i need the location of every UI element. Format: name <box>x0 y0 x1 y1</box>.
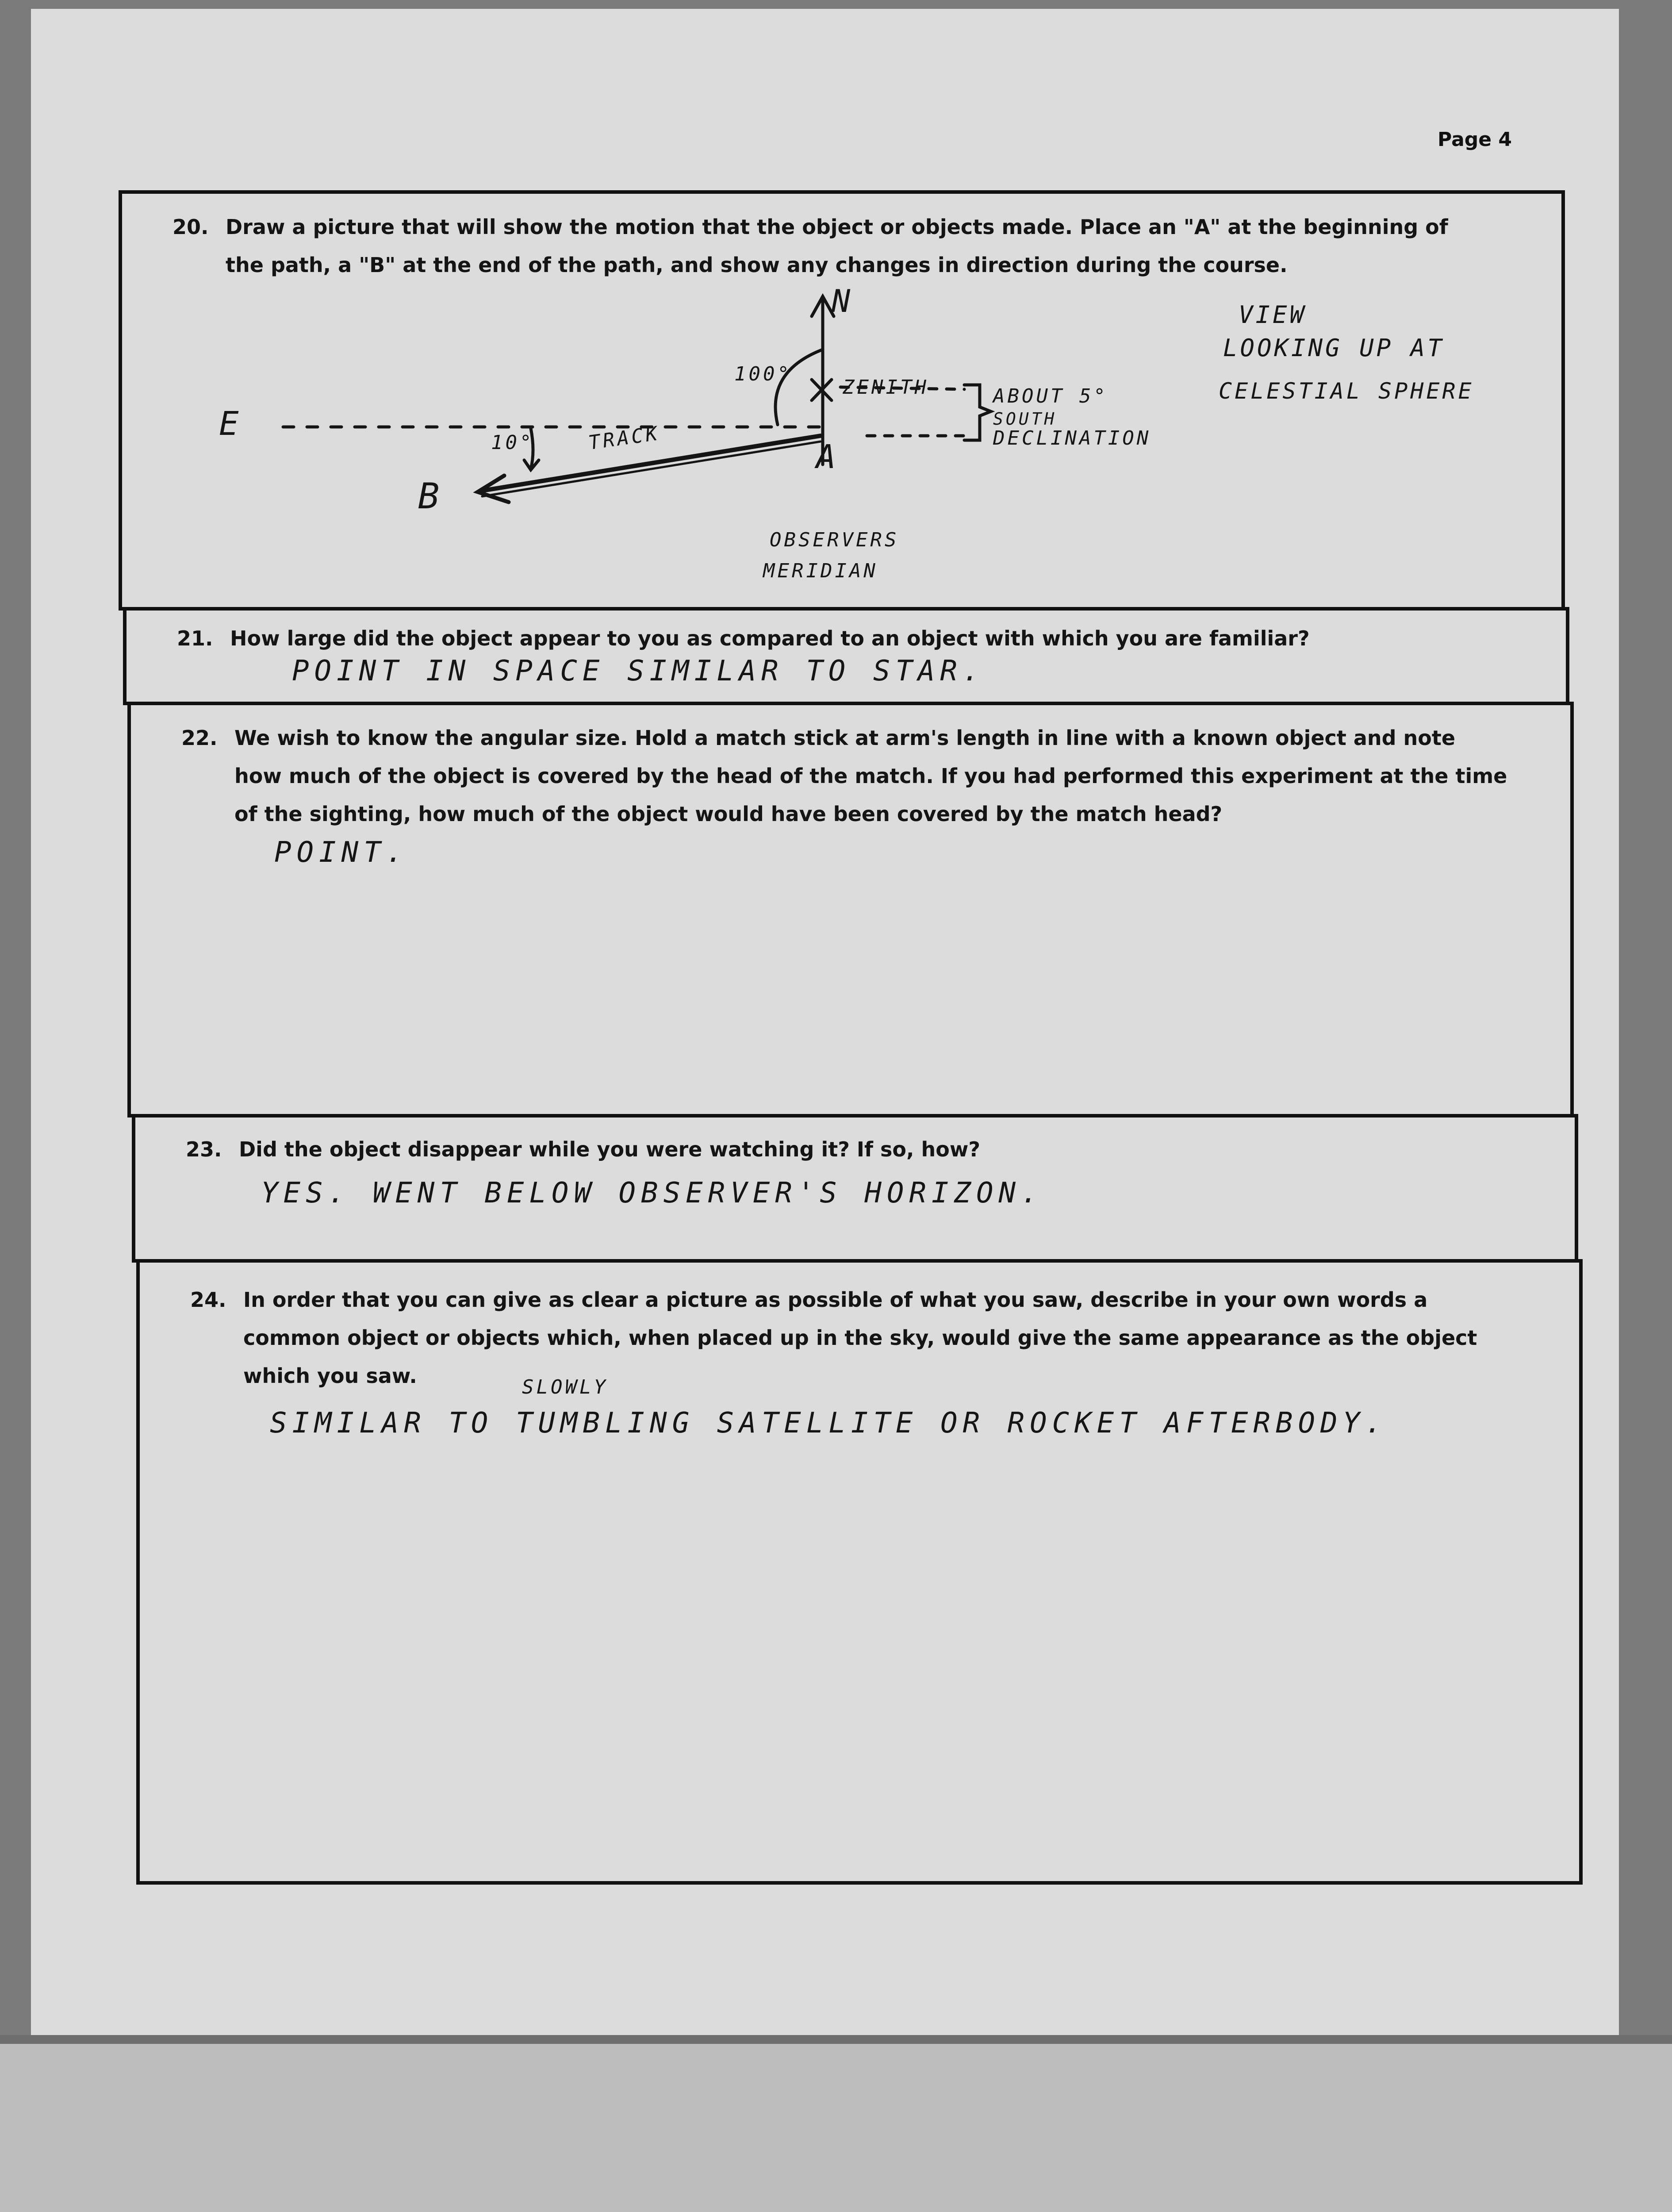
question-text: of the sighting, how much of the object would have been covered by the match head? <box>234 802 1223 826</box>
question-text: how much of the object is covered by the head of the match. If you had performed this experiment at the time <box>234 764 1507 788</box>
track-label: TRACK <box>587 422 662 455</box>
question-22 <box>181 719 1507 833</box>
angle-10-label: 10° <box>491 431 534 454</box>
question-24 <box>190 1281 1477 1395</box>
angle-100-arc <box>775 349 823 425</box>
declination-label: DECLINATION <box>993 427 1151 449</box>
question-23 <box>186 1130 980 1168</box>
question-number: 20. <box>173 215 209 239</box>
question-text: common object or objects which, when placed up in the sky, would give the same appearance as the object <box>243 1326 1477 1350</box>
point-b-label: B <box>418 476 445 517</box>
question-text: Did the object disappear while you were watching it? If so, how? <box>239 1137 981 1161</box>
meridian-label: MERIDIAN <box>763 560 878 582</box>
answer-22: POINT. <box>274 836 409 869</box>
question-text: the path, a "B" at the end of the path, and show any changes in direction during the course. <box>226 253 1288 277</box>
question-text: Draw a picture that will show the motion that the object or objects made. Place an "A" at the beginning of <box>226 215 1448 239</box>
east-label: E <box>219 405 244 443</box>
question-number: 23. <box>186 1137 222 1161</box>
question-text: We wish to know the angular size. Hold a match stick at arm's length in line with a known object and note <box>234 726 1456 750</box>
declination-brace <box>964 385 991 440</box>
answer-24-insert: SLOWLY <box>522 1376 608 1398</box>
view-label: VIEW <box>1239 301 1307 329</box>
question-text: In order that you can give as clear a picture as possible of what you saw, describe in your own words a <box>243 1288 1428 1312</box>
answer-24: SIMILAR TO TUMBLING SATELLITE OR ROCKET AFTERBODY. <box>270 1407 1388 1440</box>
zenith-label: ZENITH <box>843 376 929 399</box>
observers-label: OBSERVERS <box>770 529 899 551</box>
answer-23: YES. WENT BELOW OBSERVER'S HORIZON. <box>261 1177 1043 1210</box>
page-number: Page 4 <box>1438 128 1512 151</box>
question-text: How large did the object appear to you as compared to an object with which you are familiar? <box>230 626 1310 650</box>
view-label-3: CELESTIAL SPHERE <box>1219 378 1474 404</box>
answer-21: POINT IN SPACE SIMILAR TO STAR. <box>292 655 985 687</box>
question-text: which you saw. <box>243 1364 417 1388</box>
north-label: N <box>832 283 856 319</box>
angle-100-label: 100° <box>734 363 792 385</box>
question-21 <box>177 619 1310 657</box>
south-label: SOUTH <box>993 409 1057 429</box>
question-number: 21. <box>177 626 213 650</box>
view-label-2: LOOKING UP AT <box>1223 334 1445 362</box>
question-number: 22. <box>181 726 218 750</box>
about-5-label: ABOUT 5° <box>993 385 1108 407</box>
question-number: 24. <box>190 1288 226 1312</box>
point-a-label: A <box>816 438 841 476</box>
